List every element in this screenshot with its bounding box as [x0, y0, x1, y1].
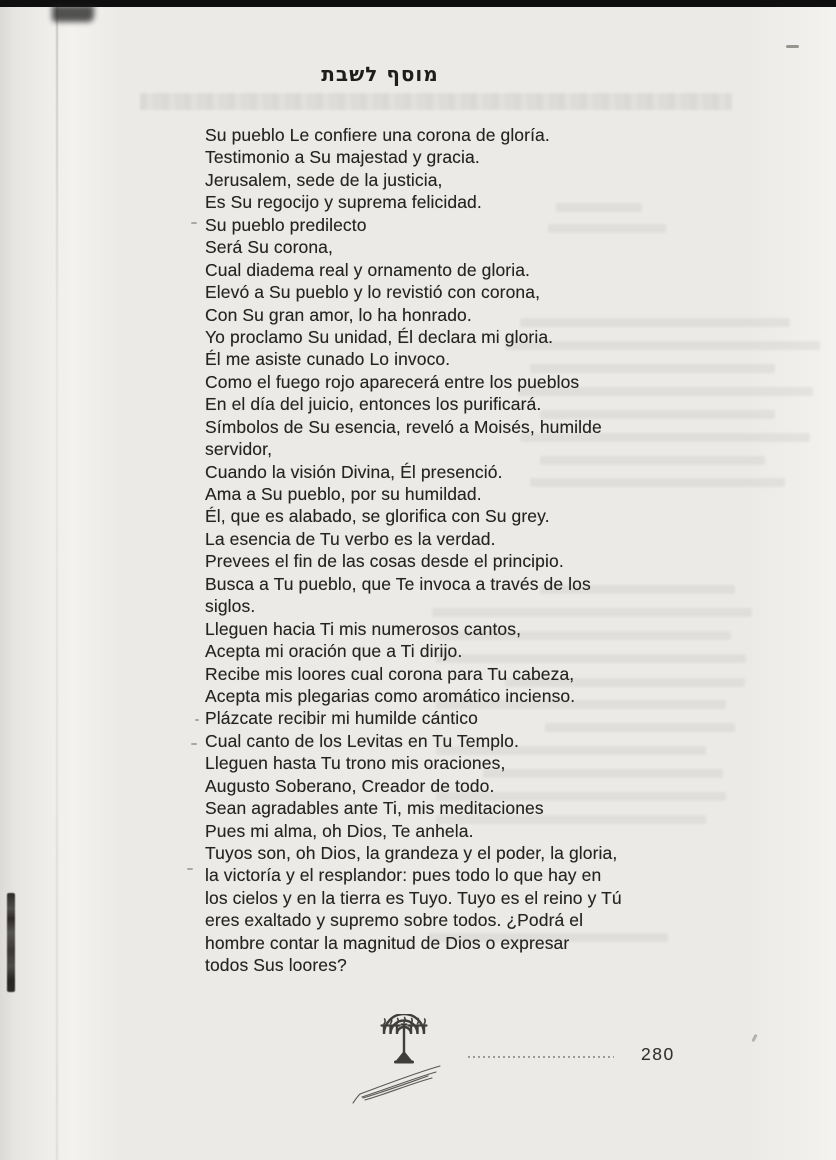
- poem-line: todos Sus loores?: [205, 955, 347, 976]
- poem-line: Como el fuego rojo aparecerá entre los pueblos: [205, 371, 580, 392]
- poem-line: La esencia de Tu verbo es la verdad.: [205, 528, 496, 549]
- page-number: 280: [641, 1044, 675, 1064]
- binding-ink-mark: [7, 893, 15, 992]
- poem-line: Símbolos de Su esencia, reveló a Moisés, humilde: [205, 416, 602, 437]
- poem-line: Plázcate recibir mi humilde cántico: [205, 708, 478, 729]
- page-gutter-shading: [0, 0, 120, 1160]
- poem-line: Lleguen hacia Ti mis numerosos cantos,: [205, 618, 522, 639]
- poem-line: Acepta mis plegarias como aromático incienso.: [205, 685, 576, 706]
- poem-line: Pues mi alma, oh Dios, Te anhela.: [205, 820, 474, 841]
- poem-line: Es Su regocijo y suprema felicidad.: [205, 192, 482, 213]
- poem-line: Elevó a Su pueblo y lo revistió con corona,: [205, 282, 541, 303]
- poem-line: Con Su gran amor, lo ha honrado.: [205, 304, 472, 325]
- hebrew-running-head: מוסף לשבת: [321, 62, 439, 86]
- poem-line: Tuyos son, oh Dios, la grandeza y el poder, la gloria,: [205, 843, 618, 863]
- poem-line: Su pueblo predilecto: [205, 214, 367, 235]
- poem-line: Cual canto de los Levitas en Tu Templo.: [205, 730, 519, 751]
- bleedthrough-band: [140, 93, 732, 110]
- poem-line: Él me asiste cunado Lo invoco.: [205, 349, 451, 370]
- poem-line: Cual diadema real y ornamento de gloria.: [205, 259, 531, 280]
- poem-line: Recibe mis loores cual corona para Tu cabeza,: [205, 663, 575, 684]
- poem-line: los cielos y en la tierra es Tuyo. Tuyo es el reino y Tú: [205, 887, 622, 908]
- poem-line: hombre contar la magnitud de Dios o expresar: [205, 932, 570, 953]
- scan-speck: [786, 45, 799, 48]
- footer-dotted-rule: [468, 1056, 614, 1058]
- menorah-quill-icon: [350, 1014, 450, 1111]
- poem-line: Acepta mi oración que a Ti dirijo.: [205, 641, 463, 662]
- poem-line: Su pueblo Le confiere una corona de gloría.: [205, 125, 550, 145]
- scan-edge-bar: [0, 0, 836, 7]
- poem-line: Sean agradables ante Ti, mis meditaciones: [205, 798, 544, 819]
- page-gutter-crease: [56, 0, 58, 1160]
- margin-speck: [195, 719, 199, 721]
- margin-speck: [191, 222, 197, 224]
- margin-speck: [187, 868, 193, 870]
- poem-line: Jerusalem, sede de la justicia,: [205, 169, 443, 190]
- poem-line: Cuando la visión Divina, Él presenció.: [205, 461, 503, 482]
- poem-line: servidor,: [205, 439, 273, 460]
- poem-line: Será Su corona,: [205, 237, 333, 258]
- poem-line: Busca a Tu pueblo, que Te invoca a través de los: [205, 573, 591, 594]
- poem-line: En el día del juicio, entonces los purificará.: [205, 394, 542, 415]
- margin-speck: [191, 743, 197, 745]
- poem-line: Prevees el fin de las cosas desde el principio.: [205, 551, 564, 572]
- poem-line: Ama a Su pueblo, por su humildad.: [205, 484, 482, 504]
- poem-line: eres exaltado y supremo sobre todos. ¿Podrá el: [205, 910, 584, 931]
- poem-line: siglos.: [205, 596, 256, 617]
- poem-line: Testimonio a Su majestad y gracia.: [205, 147, 480, 168]
- poem-text-block: [205, 124, 675, 977]
- poem-line: Lleguen hasta Tu trono mis oraciones,: [205, 753, 506, 774]
- poem-line: la victoría y el resplandor: pues todo lo que hay en: [205, 865, 602, 886]
- scan-corner-smudge: [52, 5, 94, 22]
- page-right-fade: [746, 0, 836, 1160]
- poem-line: Él, que es alabado, se glorifica con Su grey.: [205, 506, 550, 527]
- poem-line: Augusto Soberano, Creador de todo.: [205, 775, 495, 796]
- poem-line: Yo proclamo Su unidad, Él declara mi gloria.: [205, 326, 554, 347]
